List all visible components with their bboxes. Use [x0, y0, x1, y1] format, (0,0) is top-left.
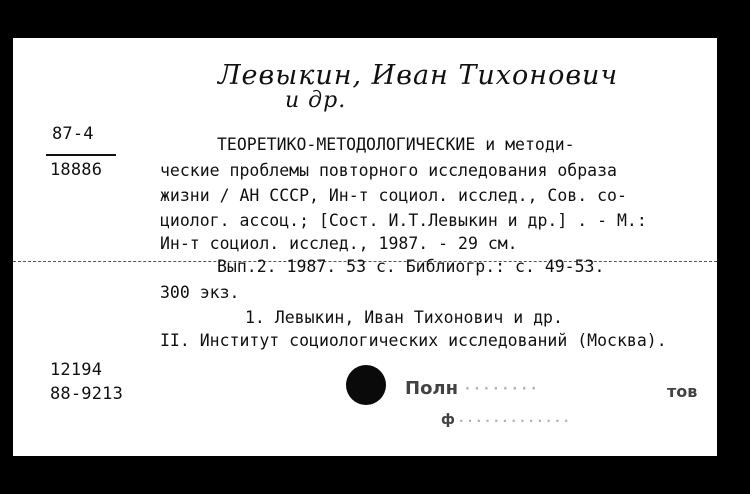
handwritten-etal: и др.	[285, 88, 347, 113]
stamp-line-1a: Полн	[405, 378, 459, 399]
handwritten-author: Левыкин, Иван Тихонович	[218, 60, 619, 91]
entry-line-3: жизни / АН СССР, Ин-т социол. исслед., Сов. со-	[160, 186, 627, 205]
entry-line-8: 1. Левыкин, Иван Тихонович и др.	[245, 308, 563, 327]
call-number-bottom: 18886	[50, 160, 103, 180]
stamp-line-2: ф	[441, 412, 455, 428]
entry-line-4: циолог. ассоц.; [Сост. И.Т.Левыкин и др.] . - М.:	[160, 211, 647, 230]
entry-line-2: ческие проблемы повторного исследования образа	[160, 161, 617, 180]
entry-line-7: 300 экз.	[160, 283, 240, 302]
entry-line-9: II. Институт социологических исследований (Москва).	[160, 331, 667, 350]
catalog-card	[13, 38, 717, 456]
entry-line-6: Вып.2. 1987. 53 с. Библиогр.: с. 49-53.	[217, 257, 605, 276]
stamp-line-2-faint: · · · · · · · · · · · · ·	[459, 414, 569, 428]
entry-line-1: ТЕОРЕТИКО-МЕТОДОЛОГИЧЕСКИЕ и методи-	[217, 135, 575, 154]
bottom-number-1: 12194	[50, 360, 103, 380]
call-number-divider	[46, 154, 116, 156]
bottom-number-2: 88-9213	[50, 384, 124, 404]
call-number-top: 87-4	[52, 124, 94, 144]
stamp-line-1b: тов	[667, 382, 698, 401]
stamp-line-1-faint: · · · · · · · ·	[465, 382, 537, 397]
stamp-mark	[346, 365, 386, 405]
entry-line-5: Ин-т социол. исслед., 1987. - 29 см.	[160, 234, 518, 253]
